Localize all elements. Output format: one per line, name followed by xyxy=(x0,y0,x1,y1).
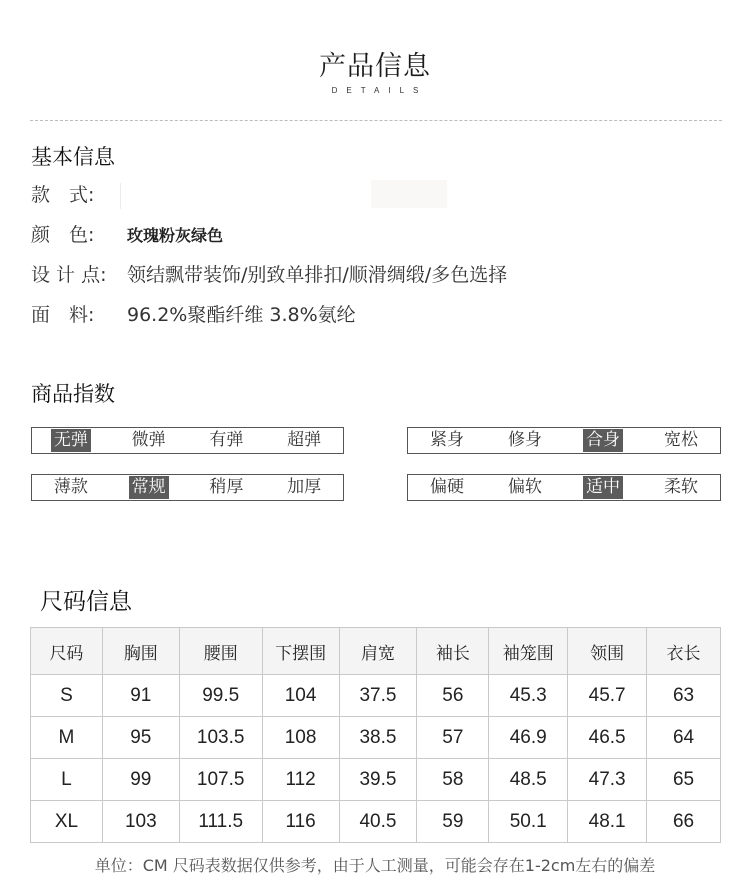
blank-box xyxy=(371,180,447,208)
header-cell: 腰围 xyxy=(179,628,262,675)
info-row-style xyxy=(31,181,127,209)
blank-mark xyxy=(120,183,121,209)
table-cell: 59 xyxy=(417,801,489,843)
index-elasticity xyxy=(31,427,344,454)
info-label-fabric: 面 料: xyxy=(31,304,95,326)
table-row xyxy=(31,675,721,717)
info-label-color: 颜 色: xyxy=(31,224,95,246)
header-cell: 尺码 xyxy=(31,628,103,675)
table-cell: 65 xyxy=(647,759,721,801)
table-cell: 99.5 xyxy=(179,675,262,717)
table-cell: 50.1 xyxy=(489,801,568,843)
header-cell: 肩宽 xyxy=(339,628,417,675)
header-cell: 衣长 xyxy=(647,628,721,675)
header-cell: 领围 xyxy=(568,628,647,675)
info-value-design: 领结飘带装饰/别致单排扣/顺滑绸缎/多色选择 xyxy=(127,264,508,286)
header-cell: 胸围 xyxy=(102,628,179,675)
index-item: 紧身 xyxy=(430,430,464,450)
index-item: 修身 xyxy=(508,430,542,450)
table-cell: XL xyxy=(31,801,103,843)
table-cell: 48.5 xyxy=(489,759,568,801)
header-cell: 袖笼围 xyxy=(489,628,568,675)
table-cell: 45.7 xyxy=(568,675,647,717)
header-cell: 下摆围 xyxy=(262,628,339,675)
table-cell: 112 xyxy=(262,759,339,801)
product-index-title: 商品指数 xyxy=(31,382,115,406)
info-row-design xyxy=(31,261,507,289)
index-item: 无弹 xyxy=(32,429,110,452)
info-label-design: 设 计 点: xyxy=(31,264,107,286)
table-cell: S xyxy=(31,675,103,717)
index-item: 微弹 xyxy=(131,430,166,450)
table-cell: 46.5 xyxy=(568,717,647,759)
table-cell: 58 xyxy=(417,759,489,801)
index-item: 稍厚 xyxy=(209,477,244,497)
index-thickness xyxy=(31,474,344,501)
table-cell: 57 xyxy=(417,717,489,759)
info-value-color: 玫瑰粉灰绿色 xyxy=(127,226,224,245)
size-note: 单位：CM 尺码表数据仅供参考，由于人工测量，可能会存在1-2cm左右的偏差 xyxy=(94,856,656,875)
table-cell: 116 xyxy=(262,801,339,843)
table-cell: 39.5 xyxy=(339,759,417,801)
table-cell: 99 xyxy=(102,759,179,801)
info-row-color xyxy=(31,221,223,249)
info-row-fabric xyxy=(31,301,356,329)
table-cell: 66 xyxy=(647,801,721,843)
table-cell: 63 xyxy=(647,675,721,717)
page-title: 产品信息 xyxy=(319,51,431,82)
table-cell: 103.5 xyxy=(179,717,262,759)
table-cell: 104 xyxy=(262,675,339,717)
table-cell: 107.5 xyxy=(179,759,262,801)
table-cell: L xyxy=(31,759,103,801)
table-cell: 95 xyxy=(102,717,179,759)
index-item: 偏软 xyxy=(508,477,542,497)
size-table xyxy=(30,627,721,843)
table-cell: 38.5 xyxy=(339,717,417,759)
basic-info-title: 基本信息 xyxy=(31,145,115,169)
table-cell: 46.9 xyxy=(489,717,568,759)
table-cell: 47.3 xyxy=(568,759,647,801)
table-cell: 64 xyxy=(647,717,721,759)
index-item: 常规 xyxy=(110,476,188,499)
table-header-row xyxy=(31,628,721,675)
size-info-title: 尺码信息 xyxy=(40,589,132,615)
index-item: 超弹 xyxy=(287,430,322,450)
table-row xyxy=(31,801,721,843)
table-cell: 37.5 xyxy=(339,675,417,717)
table-cell: 48.1 xyxy=(568,801,647,843)
page-subtitle: DETAILS xyxy=(331,86,428,95)
table-row xyxy=(31,717,721,759)
index-item: 宽松 xyxy=(664,430,698,450)
table-cell: 103 xyxy=(102,801,179,843)
index-item: 合身 xyxy=(564,429,642,452)
dashed-divider xyxy=(30,120,722,121)
table-cell: 45.3 xyxy=(489,675,568,717)
info-value-fabric: 96.2%聚酯纤维 3.8%氨纶 xyxy=(127,304,356,326)
index-item: 加厚 xyxy=(287,477,322,497)
index-item: 柔软 xyxy=(664,477,698,497)
index-item: 偏硬 xyxy=(430,477,464,497)
table-cell: 40.5 xyxy=(339,801,417,843)
table-cell: M xyxy=(31,717,103,759)
header-cell: 袖长 xyxy=(417,628,489,675)
info-label-style: 款 式: xyxy=(31,184,95,206)
table-cell: 91 xyxy=(102,675,179,717)
index-item: 薄款 xyxy=(53,477,88,497)
table-cell: 56 xyxy=(417,675,489,717)
index-fit xyxy=(407,427,721,454)
table-cell: 111.5 xyxy=(179,801,262,843)
index-item: 适中 xyxy=(564,476,642,499)
table-row xyxy=(31,759,721,801)
index-softness xyxy=(407,474,721,501)
index-item: 有弹 xyxy=(209,430,244,450)
table-cell: 108 xyxy=(262,717,339,759)
